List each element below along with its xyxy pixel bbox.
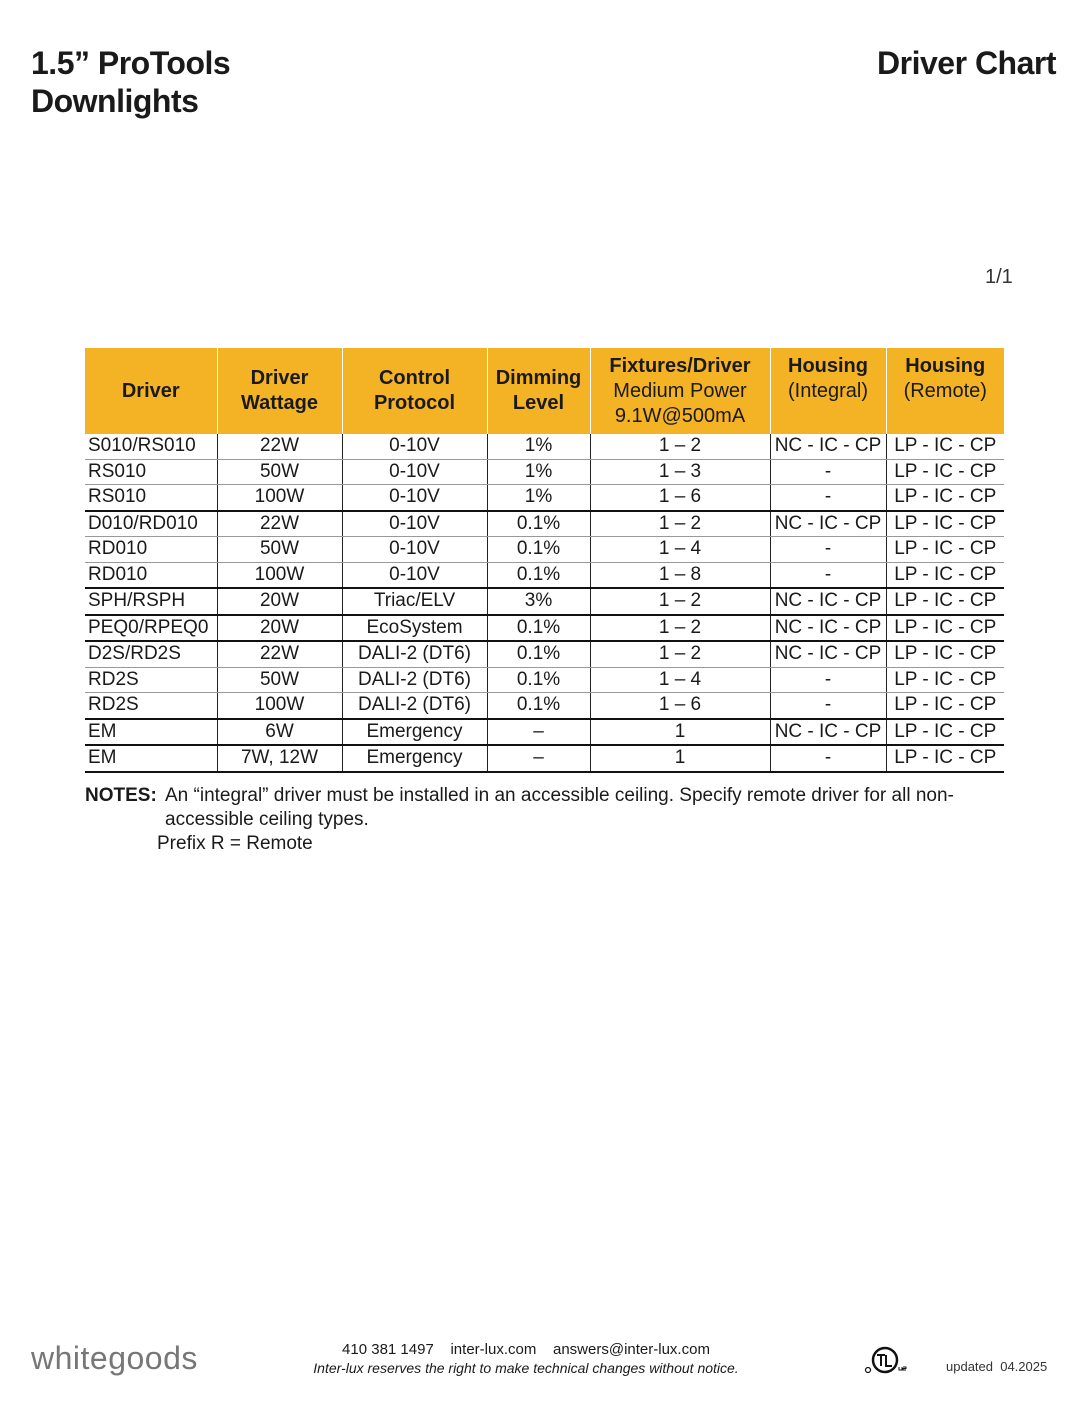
cell-dimming: 0.1%	[487, 641, 590, 667]
cell-protocol: EcoSystem	[342, 615, 487, 642]
cell-driver: EM	[85, 719, 217, 746]
cell-housing-integral: -	[770, 667, 886, 693]
product-title-line2: Downlights	[31, 83, 199, 119]
cell-dimming: –	[487, 719, 590, 746]
notes-prefix: Prefix R = Remote	[157, 833, 313, 854]
cell-housing-integral: -	[770, 745, 886, 772]
cell-housing-integral: NC - IC - CP	[770, 719, 886, 746]
cell-wattage: 50W	[217, 537, 342, 563]
cell-dimming: 0.1%	[487, 537, 590, 563]
cell-driver: RD010	[85, 537, 217, 563]
cell-wattage: 22W	[217, 511, 342, 537]
table-row	[85, 693, 1004, 719]
cell-driver: RD010	[85, 562, 217, 588]
cell-housing-remote: LP - IC - CP	[886, 459, 1004, 485]
cell-housing-integral: NC - IC - CP	[770, 641, 886, 667]
cell-wattage: 22W	[217, 434, 342, 459]
updated-date: updated 04.2025	[946, 1359, 1048, 1374]
cell-fixtures: 1 – 2	[590, 511, 770, 537]
cell-protocol: DALI-2 (DT6)	[342, 641, 487, 667]
cell-protocol: DALI-2 (DT6)	[342, 667, 487, 693]
cell-housing-remote: LP - IC - CP	[886, 745, 1004, 772]
cell-dimming: –	[487, 745, 590, 772]
cell-protocol: Emergency	[342, 745, 487, 772]
cell-fixtures: 1 – 2	[590, 434, 770, 459]
cell-fixtures: 1 – 2	[590, 641, 770, 667]
cell-dimming: 1%	[487, 485, 590, 511]
table-row	[85, 745, 1004, 772]
cell-housing-integral: -	[770, 459, 886, 485]
notes	[85, 784, 1015, 856]
cell-wattage: 22W	[217, 641, 342, 667]
page-number: 1/1	[985, 266, 1013, 288]
cell-wattage: 100W	[217, 485, 342, 511]
col-header-protocol: Control Protocol	[342, 348, 487, 434]
cell-housing-integral: NC - IC - CP	[770, 615, 886, 642]
table-row	[85, 562, 1004, 588]
col-header-fixtures: Fixtures/Driver Medium Power 9.1W@500mA	[590, 348, 770, 434]
footer-contact	[250, 1340, 802, 1378]
table-row	[85, 615, 1004, 642]
cell-driver: D2S/RD2S	[85, 641, 217, 667]
cell-protocol: 0-10V	[342, 485, 487, 511]
cell-fixtures: 1 – 3	[590, 459, 770, 485]
cell-housing-integral: NC - IC - CP	[770, 588, 886, 615]
notes-label: NOTES:	[85, 785, 157, 806]
cell-wattage: 6W	[217, 719, 342, 746]
cell-dimming: 0.1%	[487, 667, 590, 693]
cell-housing-integral: -	[770, 693, 886, 719]
cell-driver: SPH/RSPH	[85, 588, 217, 615]
cell-dimming: 3%	[487, 588, 590, 615]
cell-dimming: 0.1%	[487, 693, 590, 719]
cell-housing-remote: LP - IC - CP	[886, 615, 1004, 642]
cell-housing-integral: -	[770, 562, 886, 588]
cell-wattage: 50W	[217, 459, 342, 485]
col-header-housing-integral: Housing (Integral)	[770, 348, 886, 434]
table-row	[85, 459, 1004, 485]
driver-chart-table	[85, 348, 1004, 773]
cell-driver: EM	[85, 745, 217, 772]
cell-housing-remote: LP - IC - CP	[886, 693, 1004, 719]
product-title	[31, 44, 331, 120]
table-row	[85, 588, 1004, 615]
cell-wattage: 100W	[217, 562, 342, 588]
cell-housing-integral: -	[770, 485, 886, 511]
col-header-dimming: Dimming Level	[487, 348, 590, 434]
cell-dimming: 0.1%	[487, 511, 590, 537]
cell-driver: RD2S	[85, 693, 217, 719]
cell-fixtures: 1	[590, 719, 770, 746]
table-header-row	[85, 348, 1004, 434]
cell-fixtures: 1 – 4	[590, 537, 770, 563]
cell-dimming: 0.1%	[487, 562, 590, 588]
cell-fixtures: 1 – 6	[590, 693, 770, 719]
col-header-housing-remote: Housing (Remote)	[886, 348, 1004, 434]
cell-driver: PEQ0/RPEQ0	[85, 615, 217, 642]
product-title-line1: 1.5” ProTools	[31, 45, 231, 81]
cell-housing-integral: -	[770, 537, 886, 563]
cell-wattage: 20W	[217, 588, 342, 615]
cell-dimming: 1%	[487, 459, 590, 485]
cell-protocol: Triac/ELV	[342, 588, 487, 615]
cell-housing-remote: LP - IC - CP	[886, 719, 1004, 746]
cell-fixtures: 1	[590, 745, 770, 772]
cell-driver: D010/RD010	[85, 511, 217, 537]
cell-housing-integral: NC - IC - CP	[770, 511, 886, 537]
contact-info: 410 381 1497 inter-lux.com answers@inter-lux.com	[342, 1341, 710, 1358]
cell-protocol: 0-10V	[342, 511, 487, 537]
table-row	[85, 485, 1004, 511]
cell-protocol: 0-10V	[342, 459, 487, 485]
cell-fixtures: 1 – 4	[590, 667, 770, 693]
table-row	[85, 537, 1004, 563]
cell-housing-remote: LP - IC - CP	[886, 434, 1004, 459]
table-row	[85, 434, 1004, 459]
document-title: Driver Chart	[877, 45, 1056, 81]
notes-text: An “integral” driver must be installed in an accessible ceiling. Specify remote driver for all non-accessible ceiling types.	[165, 785, 954, 830]
cell-driver: RS010	[85, 459, 217, 485]
cell-housing-integral: NC - IC - CP	[770, 434, 886, 459]
table-row	[85, 667, 1004, 693]
cell-housing-remote: LP - IC - CP	[886, 537, 1004, 563]
col-header-wattage: Driver Wattage	[217, 348, 342, 434]
table-row	[85, 719, 1004, 746]
cell-wattage: 20W	[217, 615, 342, 642]
cell-wattage: 100W	[217, 693, 342, 719]
cell-housing-remote: LP - IC - CP	[886, 485, 1004, 511]
col-header-driver: Driver	[85, 348, 217, 434]
disclaimer: Inter-lux reserves the right to make technical changes without notice.	[313, 1360, 739, 1376]
table-row	[85, 641, 1004, 667]
cell-fixtures: 1 – 8	[590, 562, 770, 588]
cell-housing-remote: LP - IC - CP	[886, 562, 1004, 588]
cell-driver: RD2S	[85, 667, 217, 693]
cell-fixtures: 1 – 2	[590, 615, 770, 642]
cell-housing-remote: LP - IC - CP	[886, 641, 1004, 667]
cell-protocol: 0-10V	[342, 434, 487, 459]
etl-listed-icon	[862, 1345, 908, 1375]
cell-driver: RS010	[85, 485, 217, 511]
cell-fixtures: 1 – 6	[590, 485, 770, 511]
cell-dimming: 1%	[487, 434, 590, 459]
cell-protocol: Emergency	[342, 719, 487, 746]
cell-protocol: 0-10V	[342, 537, 487, 563]
cell-protocol: DALI-2 (DT6)	[342, 693, 487, 719]
cell-housing-remote: LP - IC - CP	[886, 511, 1004, 537]
table-row	[85, 511, 1004, 537]
cell-wattage: 7W, 12W	[217, 745, 342, 772]
cell-wattage: 50W	[217, 667, 342, 693]
cell-fixtures: 1 – 2	[590, 588, 770, 615]
brand-logo: whitegoods	[31, 1340, 198, 1376]
cell-protocol: 0-10V	[342, 562, 487, 588]
cell-dimming: 0.1%	[487, 615, 590, 642]
cell-housing-remote: LP - IC - CP	[886, 588, 1004, 615]
cell-housing-remote: LP - IC - CP	[886, 667, 1004, 693]
cell-driver: S010/RS010	[85, 434, 217, 459]
